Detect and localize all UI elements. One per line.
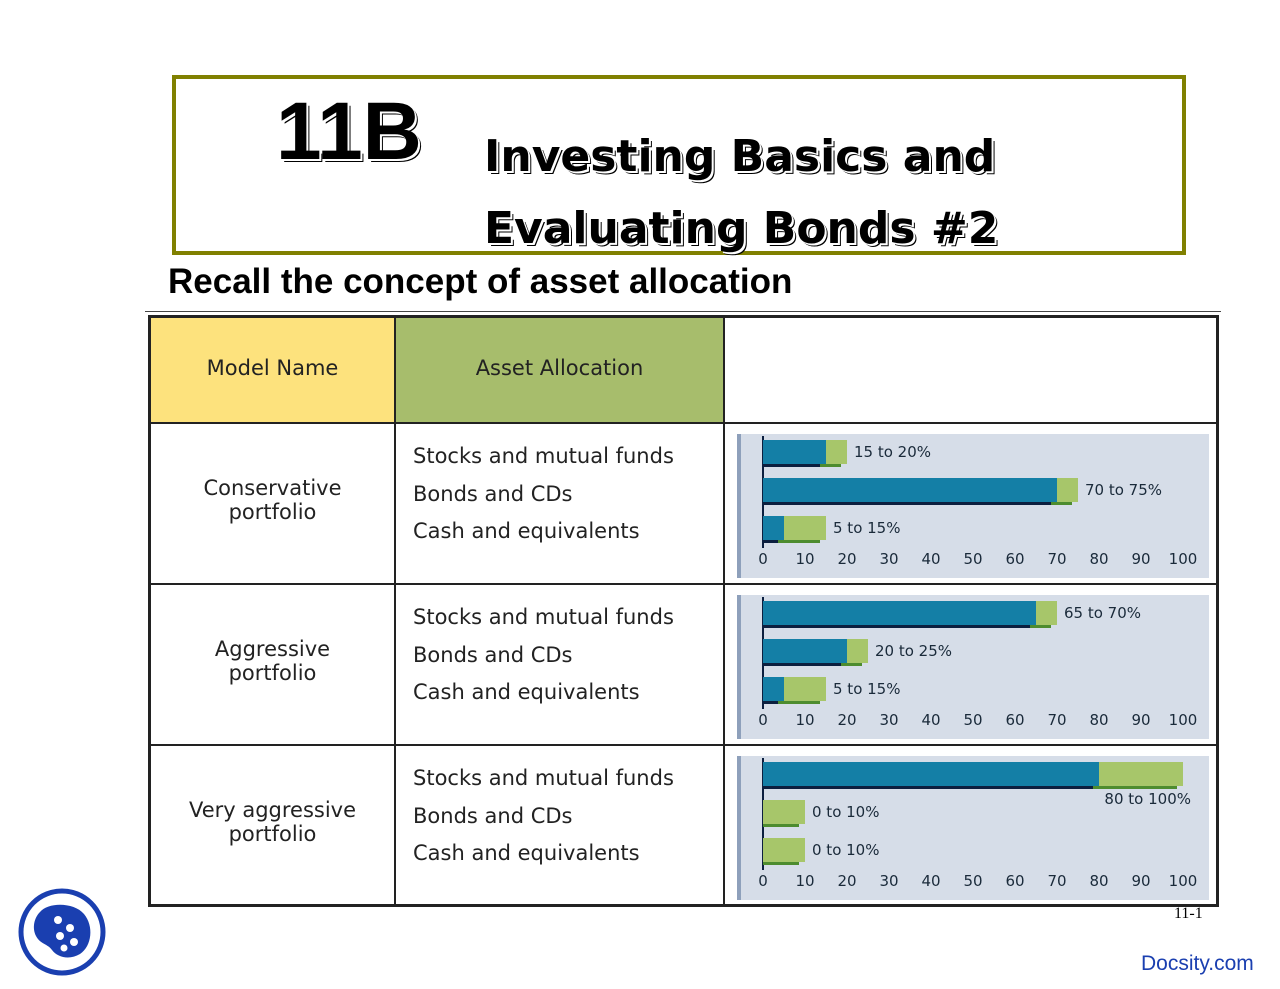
asset-list <box>413 599 674 712</box>
chart-cell <box>725 424 1219 585</box>
bar-shadow <box>1051 502 1072 505</box>
bar-min <box>763 440 826 464</box>
bar-shadow <box>763 625 1030 628</box>
slide-subtitle: Recall the concept of asset allocation <box>168 262 793 301</box>
model-name-line: Conservative <box>203 476 342 500</box>
x-tick-label: 60 <box>1005 550 1025 568</box>
bar-shadow <box>1030 625 1051 628</box>
bar-range <box>784 516 826 540</box>
bar-value-label: 0 to 10% <box>812 841 880 859</box>
model-name-line: portfolio <box>228 822 317 846</box>
bar-shadow <box>763 701 778 704</box>
x-tick-label: 0 <box>758 711 768 729</box>
docsity-logo-icon <box>18 888 106 976</box>
x-tick-label: 20 <box>837 550 857 568</box>
asset-item: Cash and equivalents <box>413 519 640 543</box>
docsity-link[interactable]: Docsity.com <box>1141 952 1254 975</box>
x-tick-label: 40 <box>921 872 941 890</box>
model-name <box>151 798 394 846</box>
bar-value-label: 5 to 15% <box>833 519 901 537</box>
page-number: 11-1 <box>1174 905 1203 922</box>
slide-number-label: 11B <box>276 86 422 177</box>
asset-allocation-table <box>148 315 1219 907</box>
chart-cell <box>725 585 1219 746</box>
model-name-line: Aggressive <box>214 637 331 661</box>
asset-item: Bonds and CDs <box>413 481 573 506</box>
bar-value-label: 80 to 100% <box>1104 790 1191 808</box>
bar-shadow <box>763 862 799 865</box>
slide-title <box>484 121 998 265</box>
x-tick-label: 70 <box>1047 711 1067 729</box>
model-name-cell <box>151 746 396 904</box>
bar-range <box>763 800 805 824</box>
asset-item: Bonds and CDs <box>413 642 573 667</box>
bar-shadow <box>763 663 841 666</box>
bar-range <box>847 639 868 663</box>
x-tick-label: 60 <box>1005 711 1025 729</box>
allocation-chart-aggressive <box>737 595 1209 739</box>
bar-value-label: 65 to 70% <box>1064 604 1142 622</box>
bar-shadow <box>820 464 841 467</box>
bar-min <box>763 639 847 663</box>
asset-list <box>413 438 674 551</box>
chart-left-edge <box>737 595 741 739</box>
bar-value-label: 5 to 15% <box>833 680 901 698</box>
x-tick-label: 50 <box>963 872 983 890</box>
x-tick-label: 10 <box>795 550 815 568</box>
asset-item: Cash and equivalents <box>413 680 640 704</box>
x-tick-label: 90 <box>1131 711 1151 729</box>
x-tick-label: 60 <box>1005 872 1025 890</box>
bar-shadow <box>1093 786 1177 789</box>
asset-list <box>413 760 674 873</box>
x-tick-label: 30 <box>879 711 899 729</box>
model-name-cell <box>151 424 396 585</box>
x-tick-label: 0 <box>758 550 768 568</box>
asset-item: Stocks and mutual funds <box>413 444 674 468</box>
x-tick-label: 20 <box>837 872 857 890</box>
asset-list-cell <box>396 424 725 585</box>
bar-range <box>784 677 826 701</box>
bar-range <box>1099 762 1183 786</box>
model-name-line: portfolio <box>228 661 317 685</box>
model-name-cell <box>151 585 396 746</box>
bar-range <box>1036 601 1057 625</box>
bar-shadow <box>763 502 1051 505</box>
bar-min <box>763 601 1036 625</box>
asset-list-cell <box>396 746 725 904</box>
divider <box>145 311 1221 312</box>
x-tick-label: 90 <box>1131 550 1151 568</box>
header-chart <box>725 318 1219 424</box>
bar-min <box>763 516 784 540</box>
x-tick-label: 80 <box>1089 872 1109 890</box>
asset-list-cell <box>396 585 725 746</box>
bar-shadow <box>763 824 799 827</box>
x-tick-label: 40 <box>921 550 941 568</box>
bar-min <box>763 677 784 701</box>
bar-shadow <box>778 540 820 543</box>
header-model-name-label: Model Name <box>206 356 339 380</box>
x-tick-label: 20 <box>837 711 857 729</box>
allocation-chart-very-aggressive <box>737 756 1209 900</box>
x-tick-label: 90 <box>1131 872 1151 890</box>
bar-shadow <box>763 464 820 467</box>
header-asset-allocation-label: Asset Allocation <box>475 356 644 380</box>
bar-range <box>763 838 805 862</box>
bar-min <box>763 478 1057 502</box>
slide-title-line-2: Evaluating Bonds #2 <box>484 203 999 254</box>
x-tick-label: 100 <box>1168 711 1198 729</box>
x-tick-label: 80 <box>1089 550 1109 568</box>
title-box <box>172 75 1186 255</box>
model-name-line: portfolio <box>228 500 317 524</box>
model-name-line: Very aggressive <box>188 798 357 822</box>
bar-shadow <box>763 540 778 543</box>
bar-value-label: 0 to 10% <box>812 803 880 821</box>
asset-item: Stocks and mutual funds <box>413 605 674 629</box>
model-name <box>151 637 394 685</box>
chart-left-edge <box>737 434 741 578</box>
bar-value-label: 15 to 20% <box>854 443 932 461</box>
asset-item: Bonds and CDs <box>413 803 573 828</box>
x-tick-label: 100 <box>1168 872 1198 890</box>
header-asset-allocation <box>396 318 725 424</box>
bar-range <box>826 440 847 464</box>
x-tick-label: 50 <box>963 550 983 568</box>
x-tick-label: 70 <box>1047 872 1067 890</box>
allocation-chart-conservative <box>737 434 1209 578</box>
x-tick-label: 80 <box>1089 711 1109 729</box>
chart-cell <box>725 746 1219 904</box>
x-tick-label: 70 <box>1047 550 1067 568</box>
x-tick-label: 30 <box>879 550 899 568</box>
x-tick-label: 30 <box>879 872 899 890</box>
x-tick-label: 50 <box>963 711 983 729</box>
model-name <box>151 476 394 524</box>
bar-shadow <box>778 701 820 704</box>
x-tick-label: 10 <box>795 711 815 729</box>
bar-range <box>1057 478 1078 502</box>
chart-left-edge <box>737 756 741 900</box>
bar-shadow <box>841 663 862 666</box>
header-model-name <box>151 318 396 424</box>
asset-item: Stocks and mutual funds <box>413 766 674 790</box>
x-tick-label: 100 <box>1168 550 1198 568</box>
bar-min <box>763 762 1099 786</box>
bar-shadow <box>763 786 1093 789</box>
bar-value-label: 20 to 25% <box>875 642 953 660</box>
bar-value-label: 70 to 75% <box>1085 481 1163 499</box>
x-tick-label: 40 <box>921 711 941 729</box>
x-tick-label: 0 <box>758 872 768 890</box>
slide-title-line-1: Investing Basics and <box>484 131 996 182</box>
x-tick-label: 10 <box>795 872 815 890</box>
asset-item: Cash and equivalents <box>413 841 640 865</box>
